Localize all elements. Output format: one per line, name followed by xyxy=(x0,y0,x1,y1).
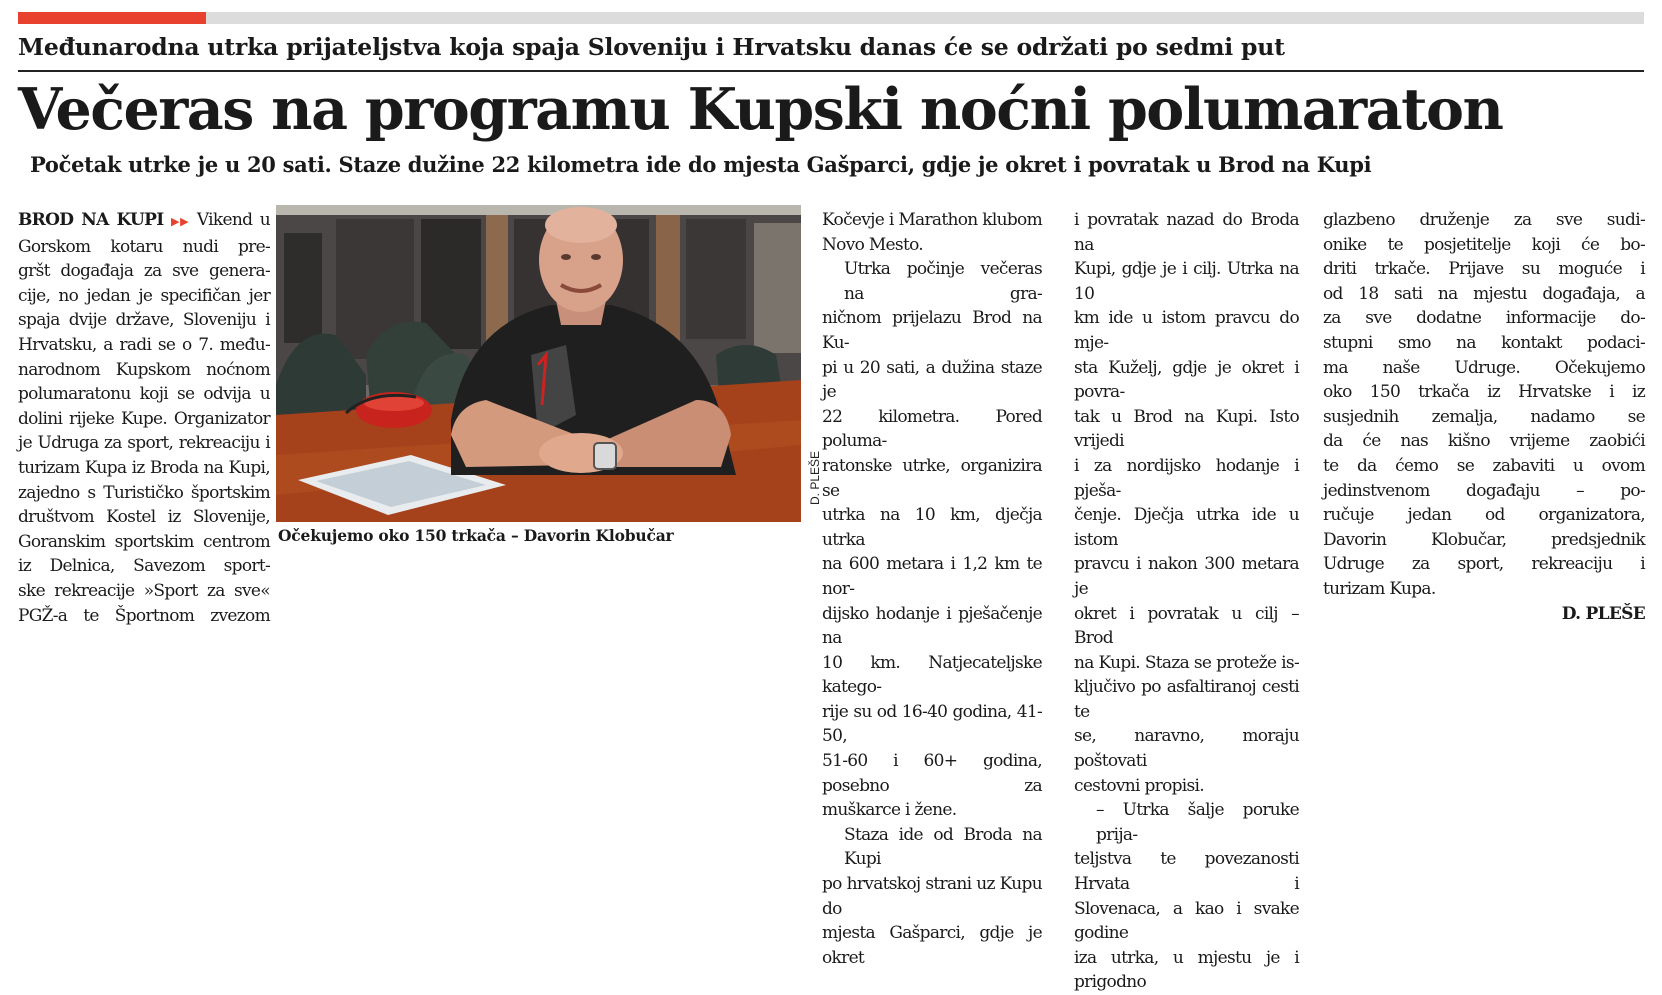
column-line: Goranskim sportskim centrom xyxy=(18,531,270,552)
column-line: muškarce i žene. xyxy=(822,800,957,821)
column-line: 22 kilometra. Pored poluma- xyxy=(822,406,1042,452)
dateline-arrow-icon: ▶▶ xyxy=(170,215,190,228)
column-line: 51-60 i 60+ godina, posebno za xyxy=(822,751,1042,796)
column-line: Novo Mesto. xyxy=(822,234,924,255)
column-line: km ide u istom pravcu do mje- xyxy=(1074,308,1299,353)
column-line: gršt događaja za sve genera- xyxy=(18,261,270,282)
column-line: oko 150 trkača iz Hrvatske i iz xyxy=(1323,382,1645,403)
article-column-3 xyxy=(1074,208,1299,995)
column-line: Slovenaca, a kao i svake godine xyxy=(1074,898,1299,944)
column-line: stupni smo na kontakt podaci- xyxy=(1323,332,1645,353)
column-line: PGŽ-a te Športnom zvezom xyxy=(18,605,270,626)
dateline: BROD NA KUPI xyxy=(18,210,164,230)
article-kicker: Međunarodna utrka prijateljstva koja spaja Sloveniju i Hrvatsku danas će se održati po sedmi put xyxy=(18,33,1285,61)
column-line: društvom Kostel iz Slovenije, xyxy=(18,507,270,528)
column-line: – Utrka šalje poruke prija- xyxy=(1096,800,1299,845)
column-line: da će nas kišno vrijeme zaobići xyxy=(1323,431,1645,452)
kicker-divider xyxy=(18,70,1644,72)
column-line: onike te posjetitelje koji će bo- xyxy=(1323,234,1645,255)
column-line xyxy=(18,208,270,235)
column-line: turizam Kupa iz Broda na Kupi, xyxy=(18,457,270,478)
column-line: od 18 sati na mjestu događaja, a xyxy=(1323,283,1645,304)
column-line: je Udruga za sport, rekreaciju i xyxy=(18,433,270,454)
column-line: i povratak nazad do Broda na xyxy=(1074,210,1299,255)
column-line: Gorskom kotaru nudi pre- xyxy=(18,236,270,257)
article-column-1 xyxy=(18,208,270,628)
article-headline: Večeras na programu Kupski noćni polumaraton xyxy=(18,76,1503,143)
column-line-text: Vikend u xyxy=(196,210,270,230)
column-line: ratonske utrke, organizira se xyxy=(822,455,1042,501)
author-signature: D. PLEŠE xyxy=(1561,603,1645,624)
column-line: sta Kuželj, gdje je okret i povra- xyxy=(1074,357,1299,403)
column-line: na Kupi. Staza se proteže is- xyxy=(1074,652,1299,673)
column-line: okret i povratak u cilj – Brod xyxy=(1074,603,1299,649)
column-line: čenje. Dječja utrka ide u istom xyxy=(1074,505,1299,550)
column-line: driti trkače. Prijave su moguće i xyxy=(1323,259,1645,280)
column-line: Hrvatsku, a radi se o 7. među- xyxy=(18,334,270,355)
column-line: zajedno s Turističko športskim xyxy=(18,482,270,503)
column-line: Staza ide od Broda na Kupi xyxy=(844,824,1042,870)
column-line: ničnom prijelazu Brod na Ku- xyxy=(822,308,1042,353)
column-line: pi u 20 sati, a dužina staze je xyxy=(822,357,1042,403)
column-line: utrka na 10 km, dječja utrka xyxy=(822,505,1042,550)
column-line: ma naše Udruge. Očekujemo xyxy=(1323,357,1645,378)
column-line: iz Delnica, Savezom sport- xyxy=(18,556,270,577)
column-line: na 600 metara i 1,2 km te nor- xyxy=(822,554,1042,599)
column-line: ske rekreacije »Sport za sve« xyxy=(18,580,270,601)
column-line: se, naravno, moraju poštovati xyxy=(1074,726,1299,772)
column-line: pravcu i nakon 300 metara je xyxy=(1074,554,1299,599)
top-decorative-bar xyxy=(18,12,1644,24)
article-photo xyxy=(276,205,801,522)
column-line: za sve dodatne informacije do- xyxy=(1323,308,1645,329)
article-column-2 xyxy=(822,208,1042,970)
column-line: ključivo po asfaltiranoj cesti te xyxy=(1074,677,1299,722)
column-line: cestovni propisi. xyxy=(1074,775,1204,796)
column-line: i za nordijsko hodanje i pješa- xyxy=(1074,455,1299,501)
photo-illustration xyxy=(276,205,801,522)
column-line: Utrka počinje večeras na gra- xyxy=(844,259,1042,304)
column-line: Udruge za sport, rekreaciju i xyxy=(1323,554,1645,575)
column-line: dolini rijeke Kupe. Organizator xyxy=(18,408,270,429)
photo-caption: Očekujemo oko 150 trkača – Davorin Klobučar xyxy=(278,526,674,545)
section-accent-bar xyxy=(18,12,206,24)
column-line: susjednih zemalja, nadamo se xyxy=(1323,406,1645,427)
column-line: po hrvatskoj strani uz Kupu do xyxy=(822,874,1042,919)
column-line: cije, no jedan je specifičan jer xyxy=(18,285,270,306)
column-line: narodnom Kupskom noćnom xyxy=(18,359,270,380)
photo-credit: D. PLEŠE xyxy=(808,450,822,505)
column-line: jedinstvenom događaju – po- xyxy=(1323,480,1645,501)
column-line: mjesta Gašparci, gdje je okret xyxy=(822,923,1042,968)
column-line: Kupi, gdje je i cilj. Utrka na 10 xyxy=(1074,259,1299,304)
column-line: Davorin Klobučar, predsjednik xyxy=(1323,529,1645,550)
column-line: teljstva te povezanosti Hrvata i xyxy=(1074,849,1299,895)
column-line: glazbeno druženje za sve sudi- xyxy=(1323,210,1645,230)
column-line: iza utrka, u mjestu je i prigodno xyxy=(1074,947,1299,993)
column-line: polumaratonu koji se odvija u xyxy=(18,384,270,405)
column-line: tak u Brod na Kupi. Isto vrijedi xyxy=(1074,406,1299,452)
article-column-4 xyxy=(1323,208,1645,626)
column-line: rije su od 16-40 godina, 41-50, xyxy=(822,701,1042,747)
article-deck: Početak utrke je u 20 sati. Staze dužine 22 kilometra ide do mjesta Gašparci, gdje je okret i povratak u Brod na Kupi xyxy=(30,152,1372,177)
column-line: spaja dvije države, Sloveniju i xyxy=(18,310,270,331)
column-line: ručuje jedan od organizatora, xyxy=(1323,505,1645,526)
column-line: te da ćemo se zabaviti u ovom xyxy=(1323,455,1645,476)
column-line: Kočevje i Marathon klubom xyxy=(822,210,1042,230)
column-line: turizam Kupa. xyxy=(1323,578,1436,599)
column-line: 10 km. Natjecateljske katego- xyxy=(822,652,1042,698)
column-line: dijsko hodanje i pješačenje na xyxy=(822,603,1042,649)
